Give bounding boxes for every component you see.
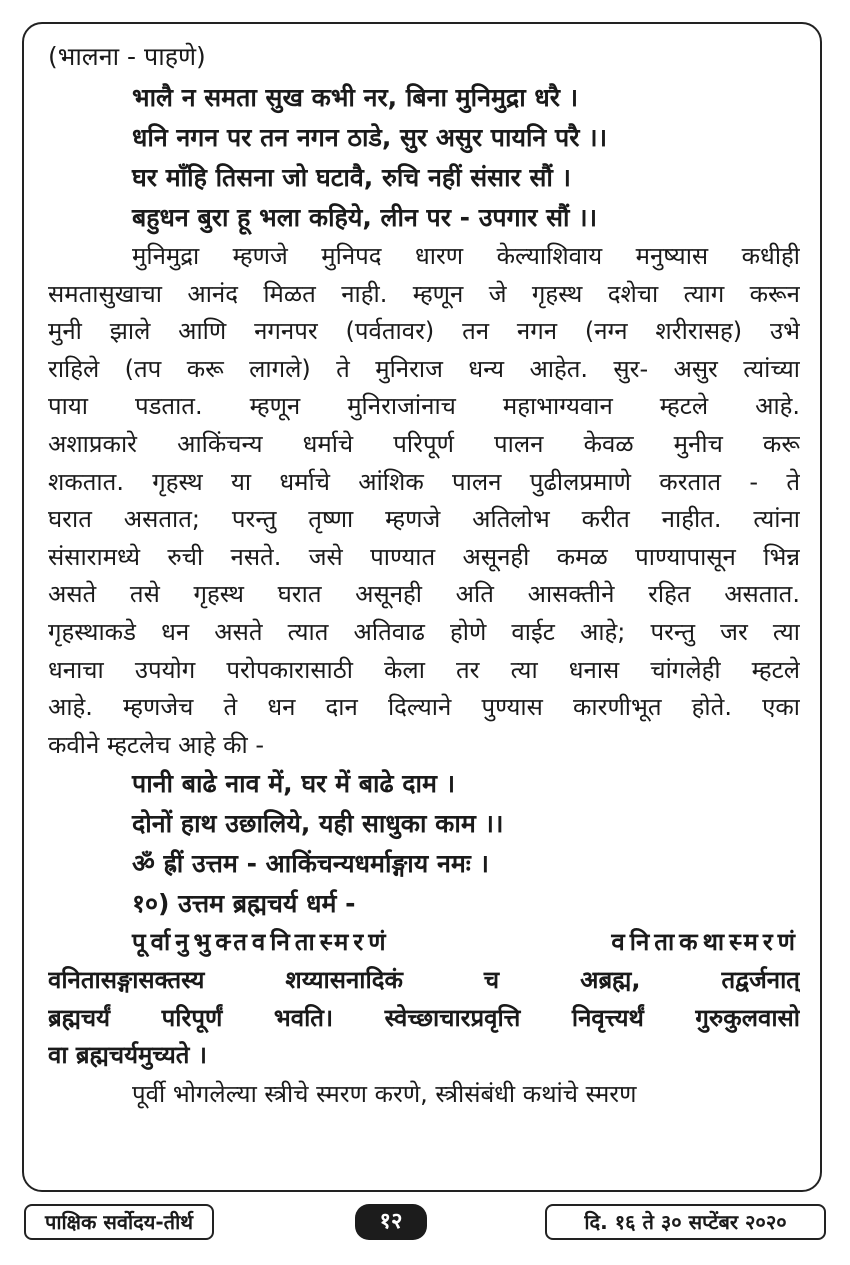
page-content xyxy=(48,36,800,1113)
verse-line: बहुधन बुरा हू भला कहिये, लीन पर - उपगार सौं ।। xyxy=(132,203,598,232)
paragraph-line: शकतात. गृहस्थ या धर्माचे आंशिक पालन पुढीलप्रमाणे करतात - ते xyxy=(48,467,800,496)
verse-line: घर माँहि तिसना जो घटावै, रुचि नहीं संसार सौं । xyxy=(132,163,572,192)
paragraph-line: संसारामध्ये रुची नसते. जसे पाण्यात असूनही कमळ पाण्यापासून भिन्न xyxy=(48,542,800,571)
paragraph-line: कवीने म्हटलेच आहे की - xyxy=(48,730,265,759)
paragraph-line: अशाप्रकारे आकिंचन्य धर्माचे परिपूर्ण पालन केवळ मुनीच करू xyxy=(48,429,800,458)
sutra-line: वनितासङ्गासक्तस्य शय्यासनादिकं च अब्रह्म, तद्वर्जनात् xyxy=(48,965,800,994)
page-number: १२ xyxy=(355,1204,427,1240)
sanskrit-sutra xyxy=(48,924,800,1074)
paragraph-1 xyxy=(48,238,800,764)
sutra-line: वा ब्रह्मचर्यमुच्यते । xyxy=(48,1041,207,1070)
verse-line: दोनों हाथ उछालिये, यही साधुका काम ।। xyxy=(132,809,504,839)
paragraph-2: पूर्वी भोगलेल्या स्त्रीचे स्मरण करणे, स्त्रीसंबंधी कथांचे स्मरण xyxy=(132,1079,637,1108)
paragraph-line: मुनी झाले आणि नगनपर (पर्वतावर) तन नगन (नग्न शरीरासह) उभे xyxy=(48,317,800,346)
paragraph-line: समतासुखाचा आनंद मिळत नाही. म्हणून जे गृहस्थ दशेचा त्याग करून xyxy=(48,279,800,308)
paragraph-line: आहे. म्हणजेच ते धन दान दिल्याने पुण्यास कारणीभूत होते. एका xyxy=(48,693,800,722)
publication-name: पाक्षिक सर्वोदय-तीर्थ xyxy=(24,1204,214,1240)
paragraph-line: असते तसे गृहस्थ घरात असूनही अति आसक्तीने रहित असतात. xyxy=(48,580,800,609)
word-meaning-note: (भालना - पाहणे) xyxy=(48,42,206,71)
paragraph-line: पाया पडतात. म्हणून मुनिराजांनाच महाभाग्यवान म्हटले आहे. xyxy=(48,392,800,421)
paragraph-line: गृहस्थाकडे धन असते त्यात अतिवाढ होणे वाईट आहे; परन्तु जर त्या xyxy=(48,617,800,646)
sutra-line: पूर्वानुभुक्तवनितास्मरणं वनिताकथास्मरणं xyxy=(132,928,800,957)
verse-line: धनि नगन पर तन नगन ठाडे, सुर असुर पायनि परै ।। xyxy=(132,123,608,152)
issue-date: दि. १६ ते ३० सप्टेंबर २०२० xyxy=(545,1204,826,1240)
paragraph-line: घरात असतात; परन्तु तृष्णा म्हणजे अतिलोभ करीत नाहीत. त्यांना xyxy=(48,505,800,534)
section-heading: १०) उत्तम ब्रह्मचर्य धर्म - xyxy=(132,889,356,919)
paragraph-line: धनाचा उपयोग परोपकारासाठी केला तर त्या धनास चांगलेही म्हटले xyxy=(48,655,800,684)
verse-line: भालै न समता सुख कभी नर, बिना मुनिमुद्रा धरै । xyxy=(132,83,579,112)
paragraph-line: राहिले (तप करू लागले) ते मुनिराज धन्य आहेत. सुर- असुर त्यांच्या xyxy=(48,354,800,383)
verse-block-1 xyxy=(48,78,800,238)
verse-line: पानी बाढे नाव में, घर में बाढे दाम । xyxy=(132,769,456,799)
paragraph-line: मुनिमुद्रा म्हणजे मुनिपद धारण केल्याशिवाय मनुष्यास कधीही xyxy=(132,242,800,270)
sutra-line: ब्रह्मचर्यं परिपूर्णं भवति। स्वेच्छाचारप्रवृत्ति निवृत्त्यर्थं गुरुकुलवासो xyxy=(48,1003,800,1032)
verse-block-2 xyxy=(48,764,800,924)
mantra-line: ॐ ह्रीं उत्तम - आकिंचन्यधर्माङ्गाय नमः । xyxy=(132,849,489,879)
